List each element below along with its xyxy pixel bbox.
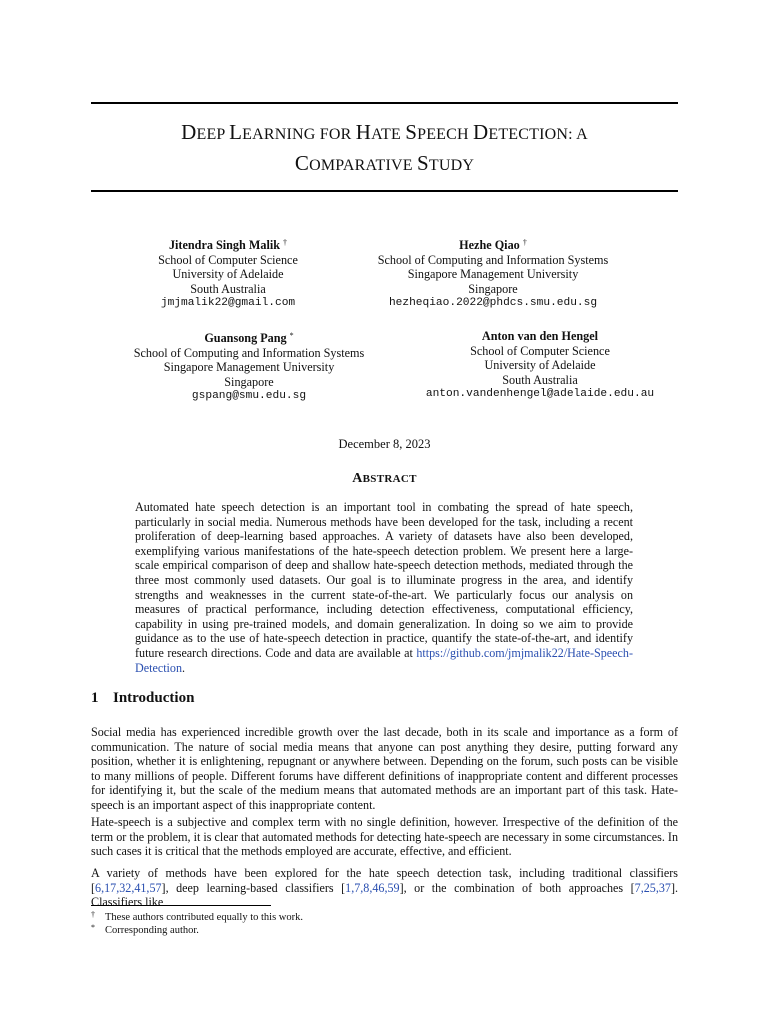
author-name: Hezhe Qiao	[459, 238, 520, 252]
section-title: Introduction	[113, 690, 195, 706]
paper-date: December 8, 2023	[338, 437, 431, 451]
footnote: * Corresponding author.	[91, 923, 199, 936]
author-block	[118, 329, 380, 404]
author-affiliation: Singapore Management University	[407, 267, 579, 282]
author-block	[108, 236, 348, 311]
author-affiliation: Singapore Management University	[163, 360, 335, 375]
author-email[interactable]: hezheqiao.2022@phdcs.smu.edu.sg	[388, 297, 598, 310]
body-paragraph: Social media has experienced incredible growth over the last decade, both in its scale and importance as a form of communication. The nature of social media means that anyone can post anything they desire, putting forward any position, whether it is enlightening, repugnant or anywhere between. Depending on the forum, such posts can be visible to many millions of people. Different forums have different definitions of inappropriate content and different processes for identifying it, but the scale of the medium means that automated methods are an important part of this task. Hate-speech is an important aspect of this inappropriate content.	[91, 725, 678, 812]
footnote: † These authors contributed equally to this work.	[91, 910, 303, 923]
author-name: Guansong Pang	[204, 331, 287, 345]
footnote-rule	[91, 905, 271, 906]
author-mark: *	[289, 331, 294, 340]
author-affiliation: Singapore	[468, 281, 518, 296]
author-block	[405, 329, 675, 402]
citation-link[interactable]: 7,25,37	[634, 880, 671, 895]
paper-title	[91, 118, 678, 180]
author-affiliation: South Australia	[502, 372, 578, 387]
section-heading	[91, 690, 194, 707]
title-line-1: DEEP LEARNING FOR HATE SPEECH DETECTION: A	[181, 120, 588, 144]
author-block	[362, 236, 624, 311]
author-affiliation: Singapore	[224, 374, 274, 389]
author-email[interactable]: gspang@smu.edu.sg	[191, 390, 307, 403]
author-affiliation: School of Computing and Information Systems	[133, 345, 365, 360]
author-email[interactable]: anton.vandenhengel@adelaide.edu.au	[425, 388, 655, 401]
author-name: Jitendra Singh Malik	[168, 238, 280, 252]
author-affiliation: South Australia	[190, 281, 266, 296]
author-email[interactable]: jmjmalik22@gmail.com	[160, 297, 296, 310]
abstract-heading: ABSTRACT	[352, 471, 417, 486]
author-mark: †	[283, 238, 288, 247]
author-name: Anton van den Hengel	[481, 329, 599, 343]
body-paragraph: Hate-speech is a subjective and complex term with no single definition, however. Irrespective of the definition of the term or the problem, it is clear that automated methods for detecting hate-speech are necessary in some circumstances. In such cases it is critical that the methods employed are accurate, effective, and efficient.	[91, 815, 678, 859]
section-number: 1	[91, 690, 99, 706]
code-link[interactable]: https://github.com/jmjmalik22/Hate-Speech-Detection	[135, 645, 633, 675]
title-rule-bottom	[91, 190, 678, 192]
citation-link[interactable]: 1,7,8,46,59	[345, 880, 400, 895]
author-affiliation: School of Computer Science	[470, 343, 610, 358]
title-line-2: COMPARATIVE STUDY	[294, 151, 475, 175]
author-affiliation: University of Adelaide	[484, 358, 596, 373]
title-rule-top	[91, 102, 678, 104]
citation-link[interactable]: 6,17,32,41,57	[95, 880, 162, 895]
abstract-text: Automated hate speech detection is an important tool in combating the spread of hate speech, particularly in social media. Numerous methods have been developed for the task, including a recent proliferation of deep-learning based approaches. A variety of datasets have also been developed, exemplifying various manifestations of the hate-speech detection problem. We present here a large-scale empirical comparison of deep and shallow hate-speech detection methods, mediated through the three most commonly used datasets. Our goal is to illuminate progress in the area, and identify strengths and weaknesses in the current state-of-the-art. We particularly focus our analysis on measures of practical performance, including detection effectiveness, computational efficiency, capability in using pre-trained models, and domain generalization. In doing so we aim to provide guidance as to the use of hate-speech detection in practice, quantify the state-of-the-art, and identify future research directions. Code and data are available at https://github.com/jmjmalik22/Hate-Speech-Detection.	[135, 500, 633, 675]
author-affiliation: University of Adelaide	[172, 267, 284, 282]
author-affiliation: School of Computer Science	[158, 252, 298, 267]
author-affiliation: School of Computing and Information Systems	[377, 252, 609, 267]
body-paragraph: A variety of methods have been explored for the hate speech detection task, including traditional classifiers [6,17,32,41,57], deep learning-based classifiers [1,7,8,46,59], or the combination of both approaches [7,25,37]. Classifiers like	[91, 866, 679, 910]
author-mark: †	[522, 238, 527, 247]
